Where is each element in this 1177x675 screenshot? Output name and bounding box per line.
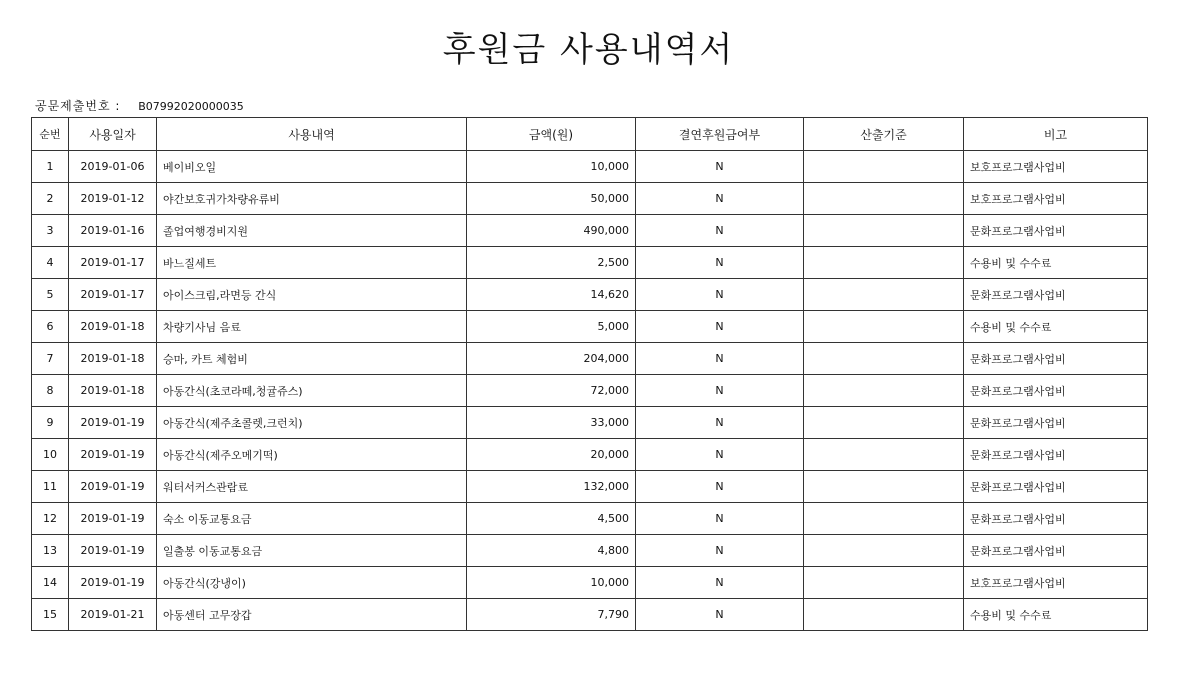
cell-note: 문화프로그램사업비 (964, 375, 1148, 407)
cell-sponsor: N (636, 183, 804, 215)
cell-note: 문화프로그램사업비 (964, 215, 1148, 247)
cell-basis (804, 375, 964, 407)
cell-note: 보호프로그램사업비 (964, 183, 1148, 215)
cell-note: 수용비 및 수수료 (964, 311, 1148, 343)
cell-no: 5 (32, 279, 69, 311)
cell-desc: 아이스크림,라면등 간식 (157, 279, 467, 311)
table-row (32, 279, 1148, 311)
page-title: 후원금 사용내역서 (442, 30, 735, 70)
cell-date: 2019-01-16 (69, 215, 157, 247)
cell-amount: 20,000 (467, 439, 636, 471)
cell-basis (804, 503, 964, 535)
cell-amount: 4,500 (467, 503, 636, 535)
doc-number-label: 공문제출번호 : (35, 99, 121, 113)
cell-date: 2019-01-19 (69, 567, 157, 599)
table-row (32, 215, 1148, 247)
table-row (32, 439, 1148, 471)
col-header-date: 사용일자 (69, 118, 157, 151)
cell-basis (804, 471, 964, 503)
cell-amount: 2,500 (467, 247, 636, 279)
cell-sponsor: N (636, 503, 804, 535)
cell-sponsor: N (636, 151, 804, 183)
col-header-sponsor: 결연후원금여부 (636, 118, 804, 151)
table-row (32, 535, 1148, 567)
cell-amount: 50,000 (467, 183, 636, 215)
col-header-desc: 사용내역 (157, 118, 467, 151)
cell-sponsor: N (636, 439, 804, 471)
cell-sponsor: N (636, 215, 804, 247)
cell-basis (804, 279, 964, 311)
cell-amount: 72,000 (467, 375, 636, 407)
table-row (32, 183, 1148, 215)
cell-note: 문화프로그램사업비 (964, 503, 1148, 535)
cell-desc: 아동간식(제주초콜렛,크런치) (157, 407, 467, 439)
cell-desc: 야간보호귀가차량유류비 (157, 183, 467, 215)
cell-no: 4 (32, 247, 69, 279)
cell-amount: 490,000 (467, 215, 636, 247)
cell-basis (804, 247, 964, 279)
cell-desc: 바느질세트 (157, 247, 467, 279)
cell-no: 13 (32, 535, 69, 567)
cell-date: 2019-01-21 (69, 599, 157, 631)
cell-sponsor: N (636, 279, 804, 311)
cell-basis (804, 311, 964, 343)
cell-basis (804, 567, 964, 599)
table-row (32, 567, 1148, 599)
cell-amount: 10,000 (467, 151, 636, 183)
table-row (32, 599, 1148, 631)
cell-sponsor: N (636, 375, 804, 407)
table-row (32, 503, 1148, 535)
expense-table (31, 117, 1148, 631)
cell-no: 2 (32, 183, 69, 215)
cell-sponsor: N (636, 471, 804, 503)
cell-basis (804, 215, 964, 247)
cell-amount: 10,000 (467, 567, 636, 599)
cell-desc: 차량기사님 음료 (157, 311, 467, 343)
cell-note: 보호프로그램사업비 (964, 151, 1148, 183)
cell-sponsor: N (636, 535, 804, 567)
cell-date: 2019-01-19 (69, 439, 157, 471)
cell-no: 14 (32, 567, 69, 599)
col-header-no-label: 순번 (39, 127, 61, 141)
cell-desc: 베이비오일 (157, 151, 467, 183)
cell-sponsor: N (636, 247, 804, 279)
cell-sponsor: N (636, 567, 804, 599)
cell-date: 2019-01-06 (69, 151, 157, 183)
table-row (32, 407, 1148, 439)
cell-no: 10 (32, 439, 69, 471)
cell-no: 6 (32, 311, 69, 343)
cell-amount: 33,000 (467, 407, 636, 439)
cell-note: 수용비 및 수수료 (964, 247, 1148, 279)
cell-amount: 132,000 (467, 471, 636, 503)
table-row (32, 471, 1148, 503)
cell-date: 2019-01-18 (69, 311, 157, 343)
cell-note: 문화프로그램사업비 (964, 439, 1148, 471)
cell-desc: 아동간식(강냉이) (157, 567, 467, 599)
cell-amount: 14,620 (467, 279, 636, 311)
table-header-row (32, 118, 1148, 151)
cell-date: 2019-01-17 (69, 279, 157, 311)
cell-note: 문화프로그램사업비 (964, 535, 1148, 567)
cell-date: 2019-01-19 (69, 503, 157, 535)
doc-number-value: B07992020000035 (138, 100, 244, 113)
cell-desc: 아동센터 고무장갑 (157, 599, 467, 631)
cell-desc: 아동간식(초코라떼,청귤쥬스) (157, 375, 467, 407)
cell-basis (804, 151, 964, 183)
cell-no: 3 (32, 215, 69, 247)
cell-basis (804, 183, 964, 215)
col-header-no (32, 118, 69, 151)
col-header-note: 비고 (964, 118, 1148, 151)
cell-date: 2019-01-19 (69, 407, 157, 439)
cell-no: 1 (32, 151, 69, 183)
cell-no: 9 (32, 407, 69, 439)
cell-date: 2019-01-12 (69, 183, 157, 215)
cell-date: 2019-01-19 (69, 535, 157, 567)
cell-desc: 졸업여행경비지원 (157, 215, 467, 247)
cell-no: 8 (32, 375, 69, 407)
cell-sponsor: N (636, 311, 804, 343)
cell-date: 2019-01-17 (69, 247, 157, 279)
cell-sponsor: N (636, 343, 804, 375)
cell-date: 2019-01-19 (69, 471, 157, 503)
table-row (32, 343, 1148, 375)
table-row (32, 247, 1148, 279)
cell-no: 15 (32, 599, 69, 631)
cell-desc: 일출봉 이동교통요금 (157, 535, 467, 567)
cell-note: 문화프로그램사업비 (964, 471, 1148, 503)
cell-desc: 워터서커스관람료 (157, 471, 467, 503)
cell-desc: 숙소 이동교통요금 (157, 503, 467, 535)
table-row (32, 151, 1148, 183)
cell-basis (804, 343, 964, 375)
cell-amount: 5,000 (467, 311, 636, 343)
cell-note: 문화프로그램사업비 (964, 343, 1148, 375)
cell-note: 문화프로그램사업비 (964, 279, 1148, 311)
table-row (32, 311, 1148, 343)
cell-sponsor: N (636, 599, 804, 631)
cell-note: 문화프로그램사업비 (964, 407, 1148, 439)
cell-basis (804, 407, 964, 439)
cell-note: 보호프로그램사업비 (964, 567, 1148, 599)
cell-no: 7 (32, 343, 69, 375)
table-row (32, 375, 1148, 407)
cell-no: 12 (32, 503, 69, 535)
cell-date: 2019-01-18 (69, 343, 157, 375)
cell-no: 11 (32, 471, 69, 503)
cell-amount: 204,000 (467, 343, 636, 375)
col-header-basis: 산출기준 (804, 118, 964, 151)
cell-desc: 승마, 카트 체험비 (157, 343, 467, 375)
cell-note: 수용비 및 수수료 (964, 599, 1148, 631)
cell-date: 2019-01-18 (69, 375, 157, 407)
cell-basis (804, 535, 964, 567)
col-header-amount: 금액(원) (467, 118, 636, 151)
cell-desc: 아동간식(제주오메기떡) (157, 439, 467, 471)
cell-amount: 7,790 (467, 599, 636, 631)
cell-basis (804, 599, 964, 631)
cell-sponsor: N (636, 407, 804, 439)
cell-basis (804, 439, 964, 471)
doc-number (35, 97, 244, 114)
cell-amount: 4,800 (467, 535, 636, 567)
